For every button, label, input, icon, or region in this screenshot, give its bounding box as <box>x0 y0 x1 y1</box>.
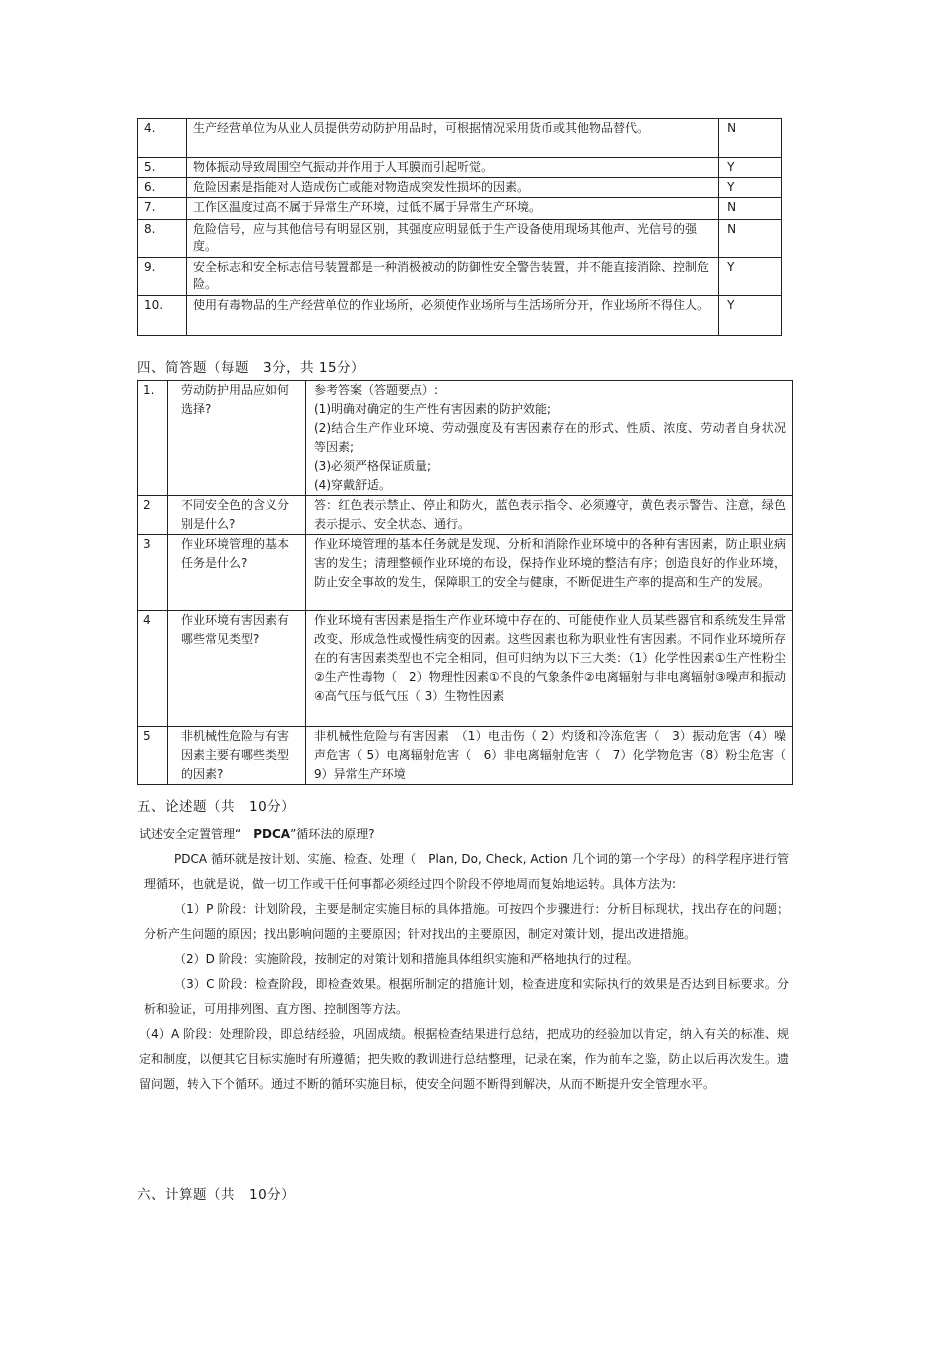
answer-text: 作业环境有害因素是指生产作业环境中存在的、可能使作业人员某些器官和系统发生异常改变、形成急性或慢性病变的因素。这些因素也称为职业性有害因素。不同作业环境所存在的有害因素类型也不完全相同，但可归纳为以下三大类：（1）化学性因素①生产性粉尘②生产性毒物（ 2）物理性因素①不良的气象条件②电离辐射与非电离辐射③噪声和振动④高气压与低气压（ 3）生物性因素 <box>306 611 793 727</box>
question-text: 作业环境管理的基本任务是什么? <box>168 535 306 611</box>
statement-text: 工作区温度过高不属于异常生产环境，过低不属于异常生产环境。 <box>186 198 718 220</box>
statement-text: 使用有毒物品的生产经营单位的作业场所，必须使作业场所与生活场所分开，作业场所不得住人。 <box>186 296 718 336</box>
answer-line: (3)必须严格保证质量; <box>314 459 432 473</box>
table-row <box>138 178 782 198</box>
statement-text: 物体振动导致周围空气振动并作用于人耳膜而引起听觉。 <box>186 158 718 178</box>
answer-line: (4)穿戴舒适。 <box>314 478 391 492</box>
short-answer-table <box>137 380 793 785</box>
statement-text: 危险因素是指能对人造成伤亡或能对物造成突发性损坏的因素。 <box>186 178 718 198</box>
answer-cell: N <box>719 119 782 158</box>
answer-text: 答：红色表示禁止、停止和防火，蓝色表示指令、必须遵守，黄色表示警告、注意，绿色表示提示、安全状态、通行。 <box>306 496 793 535</box>
essay-paragraph: （3）C 阶段：检查阶段，即检查效果。根据所制定的措施计划，检查进度和实际执行的效果是否达到目标要求。分析和验证，可用排列图、直方图、控制图等方法。 <box>144 977 789 1016</box>
essay-paragraph: （1）P 阶段：计划阶段，主要是制定实施目标的具体措施。可按四个步骤进行：分析目标现状，找出存在的问题；分析产生问题的原因；找出影响问题的主要原因；针对找出的主要原因，制定对策计划，提出改进措施。 <box>144 902 789 941</box>
row-number: 3 <box>138 535 168 611</box>
answer-cell: Y <box>719 258 782 296</box>
table-row <box>138 296 782 336</box>
statement-text: 危险信号，应与其他信号有明显区别，其强度应明显低于生产设备使用现场其他声、光信号的强度。 <box>186 220 718 258</box>
row-number: 1. <box>138 381 168 496</box>
answer-cell: N <box>719 220 782 258</box>
essay-paragraph: PDCA 循环就是按计划、实施、检查、处理（ Plan, Do, Check, Action 几个词的第一个字母）的科学程序进行管理循环，也就是说，做一切工作或干任何事都必须经过四个阶段不停地周而复始地运转。具体方法为: <box>144 852 789 891</box>
row-number: 8. <box>138 220 187 258</box>
table-row <box>138 611 793 727</box>
row-number: 10. <box>138 296 187 336</box>
question-text: 作业环境有害因素有哪些常见类型? <box>168 611 306 727</box>
essay-body <box>139 822 789 1097</box>
table-row <box>138 496 793 535</box>
table-row <box>138 258 782 296</box>
answer-line: 参考答案（答题要点）: <box>314 383 439 397</box>
question-text: 劳动防护用品应如何选择? <box>168 381 306 496</box>
row-number: 4 <box>138 611 168 727</box>
section-heading-calculation: 六、计算题（共 10分） <box>137 1187 296 1203</box>
section-heading-short-answer: 四、简答题（每题 3分，共 15分） <box>137 360 366 376</box>
answer-line: (2)结合生产作业环境、劳动强度及有害因素存在的形式、性质、浓度、劳动者自身状况等因素; <box>314 421 786 454</box>
row-number: 4. <box>138 119 187 158</box>
question-prefix: 试述安全定置管理“ <box>139 827 242 841</box>
question-text: 不同安全色的含义分别是什么? <box>168 496 306 535</box>
table-row <box>138 381 793 496</box>
section-heading-essay: 五、论述题（共 10分） <box>137 799 296 815</box>
question-suffix: ”循环法的原理? <box>290 827 375 841</box>
table-row <box>138 220 782 258</box>
statement-text: 安全标志和安全标志信号装置都是一种消极被动的防御性安全警告装置，并不能直接消除、控制危险。 <box>186 258 718 296</box>
true-false-table <box>137 118 782 336</box>
table-row <box>138 119 782 158</box>
row-number: 7. <box>138 198 187 220</box>
table-row <box>138 535 793 611</box>
table-row <box>138 158 782 178</box>
row-number: 9. <box>138 258 187 296</box>
question-keyword: PDCA <box>253 827 291 841</box>
row-number: 6. <box>138 178 187 198</box>
answer-text <box>306 381 793 496</box>
row-number: 2 <box>138 496 168 535</box>
answer-line: (1)明确对确定的生产性有害因素的防护效能; <box>314 402 552 416</box>
answer-cell: N <box>719 198 782 220</box>
answer-cell: Y <box>719 178 782 198</box>
statement-text: 生产经营单位为从业人员提供劳动防护用品时，可根据情况采用货币或其他物品替代。 <box>186 119 718 158</box>
table-row <box>138 727 793 785</box>
answer-cell: Y <box>719 158 782 178</box>
row-number: 5. <box>138 158 187 178</box>
answer-text: 非机械性危险与有害因素 （1）电击伤（ 2）灼烫和冷冻危害（ 3）振动危害（4）噪声危害（ 5）电离辐射危害（ 6）非电离辐射危害（ 7）化学物危害（8）粉尘危害（ 9）异常生产环境 <box>306 727 793 785</box>
essay-paragraph: （2）D 阶段：实施阶段，按制定的对策计划和措施具体组织实施和严格地执行的过程。 <box>174 952 639 966</box>
essay-paragraph: （4）A 阶段：处理阶段，即总结经验，巩固成绩。根据检查结果进行总结，把成功的经验加以肯定，纳入有关的标准、规定和制度，以便其它目标实施时有所遵循；把失败的教训进行总结整理，记录在案，作为前车之鉴，防止以后再次发生。遗留问题，转入下个循环。通过不断的循环实施目标，使安全问题不断得到解决，从而不断提升安全管理水平。 <box>139 1027 789 1091</box>
answer-cell: Y <box>719 296 782 336</box>
essay-question <box>139 822 789 847</box>
answer-text: 作业环境管理的基本任务就是发现、分析和消除作业环境中的各种有害因素，防止职业病害的发生；清理整顿作业环境的布设，保持作业环境的整洁有序；创造良好的作业环境，防止安全事故的发生，保障职工的安全与健康，不断促进生产率的提高和生产的发展。 <box>306 535 793 611</box>
table-row <box>138 198 782 220</box>
question-text: 非机械性危险与有害因素主要有哪些类型的因素? <box>168 727 306 785</box>
row-number: 5 <box>138 727 168 785</box>
